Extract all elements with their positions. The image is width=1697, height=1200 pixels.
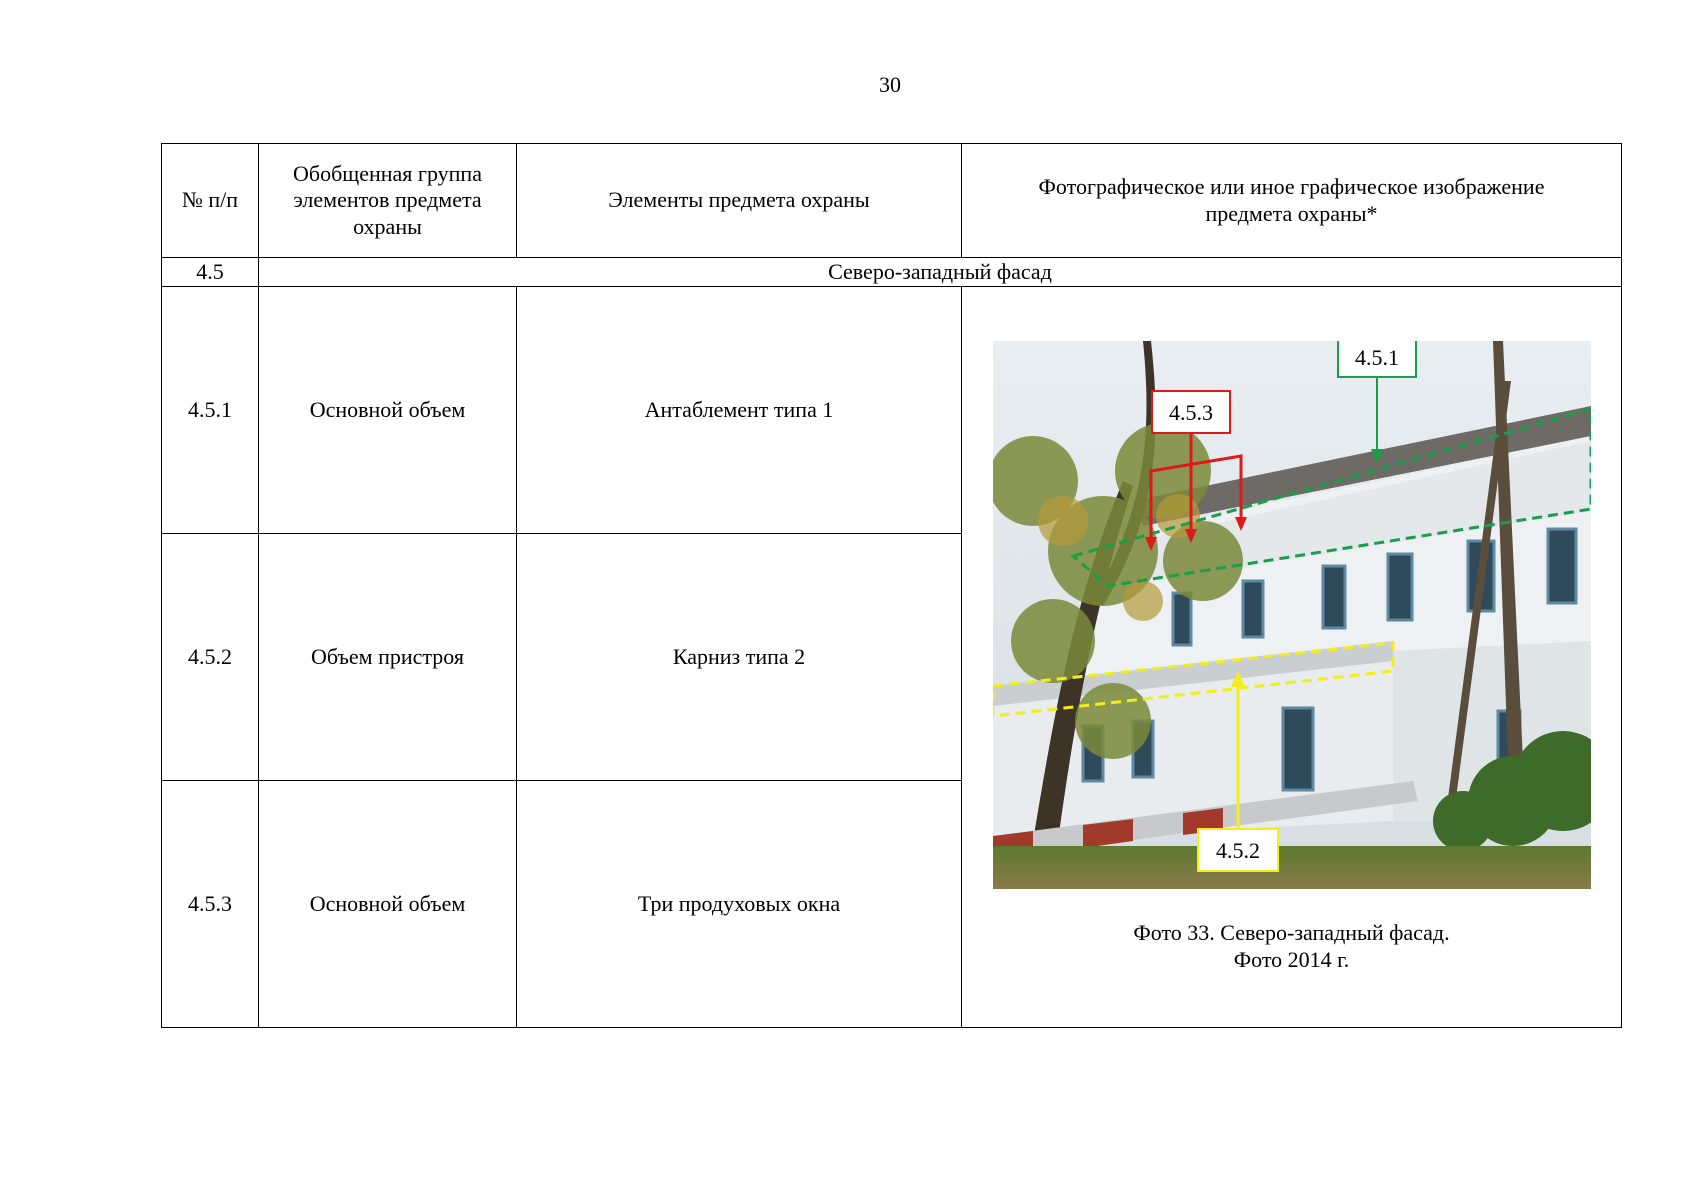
header-elements: Элементы предмета охраны	[517, 144, 962, 258]
protection-elements-table	[161, 143, 1622, 1028]
table-header-row	[162, 144, 1622, 258]
photo-cell	[962, 287, 1622, 1028]
header-group: Обобщенная группа элементов предмета охраны	[259, 144, 517, 258]
caption-line-2: Фото 2014 г.	[1233, 947, 1350, 972]
section-title: Северо-западный фасад	[259, 258, 1622, 287]
caption-line-1: Фото 33. Северо-западный фасад.	[1133, 919, 1450, 945]
row-element: Карниз типа 2	[517, 534, 962, 781]
header-photo: Фотографическое или иное графическое изображение предмета охраны*	[962, 144, 1622, 258]
photo-label-453: 4.5.3	[1168, 399, 1213, 425]
photo-caption	[962, 919, 1621, 974]
row-num: 4.5.1	[162, 287, 259, 534]
table-row	[162, 287, 1622, 534]
row-element: Три продуховых окна	[517, 781, 962, 1028]
row-group: Объем пристроя	[259, 534, 517, 781]
row-num: 4.5.2	[162, 534, 259, 781]
facade-photo-illustration	[993, 341, 1591, 889]
row-group: Основной объем	[259, 287, 517, 534]
facade-photo	[993, 341, 1591, 889]
photo-label-451: 4.5.1	[1354, 344, 1399, 370]
photo-label-452: 4.5.2	[1215, 837, 1260, 863]
row-group: Основной объем	[259, 781, 517, 1028]
row-num: 4.5.3	[162, 781, 259, 1028]
section-row	[162, 258, 1622, 287]
page-number: 30	[879, 72, 901, 97]
section-num: 4.5	[162, 258, 259, 287]
header-num: № п/п	[162, 144, 259, 258]
row-element: Антаблемент типа 1	[517, 287, 962, 534]
